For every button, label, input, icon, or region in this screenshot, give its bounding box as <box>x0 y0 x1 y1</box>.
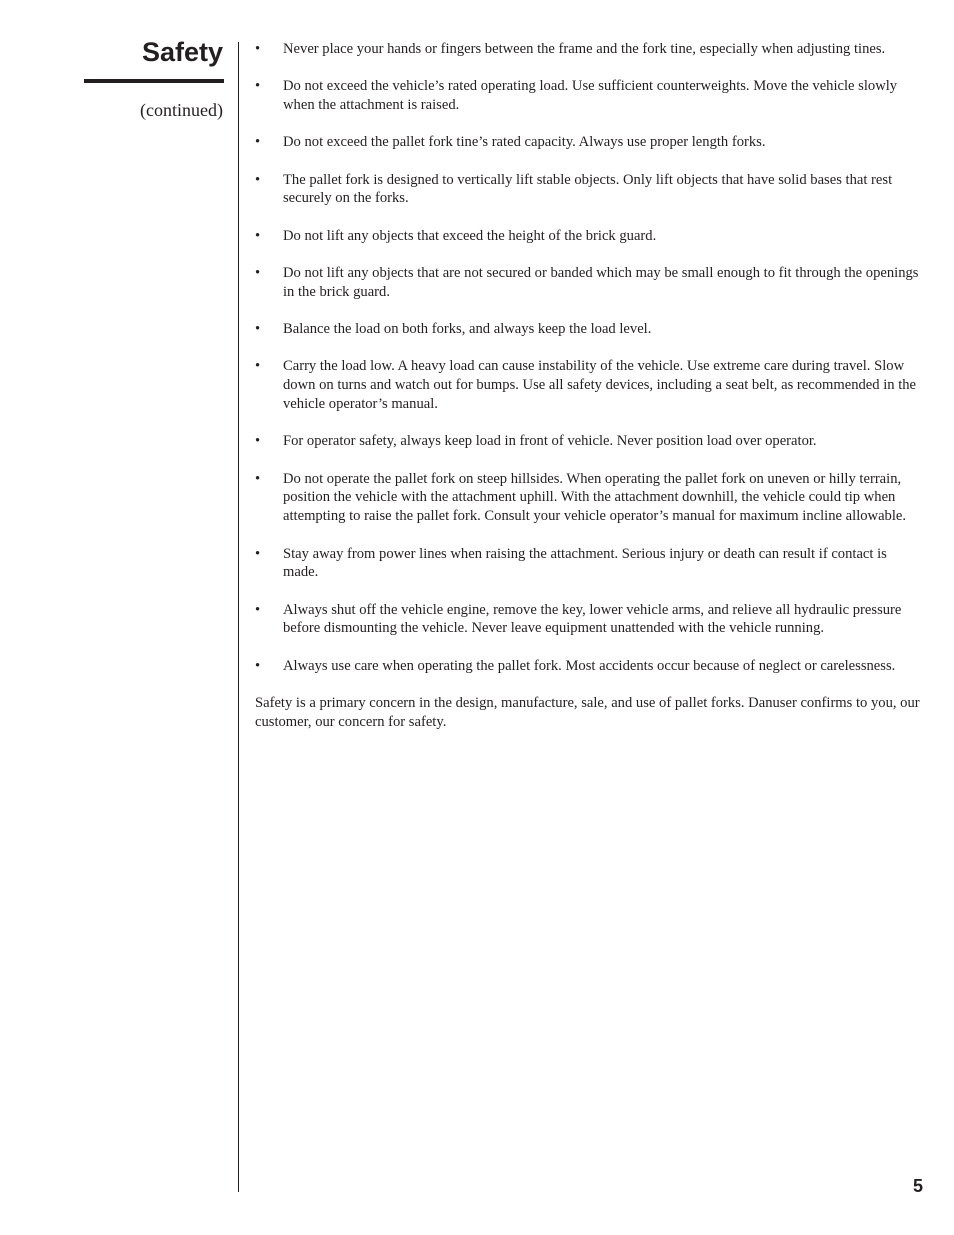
closing-paragraph: Safety is a primary concern in the design, manufacture, sale, and use of pallet forks. Danuser confirms to you, our customer, our concern for safety. <box>255 695 920 730</box>
bullet-text: Always use care when operating the pallet fork. Most accidents occur because of neglect or carelessness. <box>283 657 896 674</box>
safety-bullet-list <box>255 40 925 676</box>
bullet-item <box>255 171 925 209</box>
bullet-text: Carry the load low. A heavy load can cause instability of the vehicle. Use extreme care during travel. Slow down on turns and watch out for bumps. Use all safety devices, including a seat belt, as recommended in the vehicle operator’s manual. <box>283 358 917 413</box>
bullet-item <box>255 320 925 339</box>
bullet-icon: • <box>255 433 261 450</box>
bullet-text: Never place your hands or fingers between the frame and the fork tine, especially when adjusting tines. <box>283 41 886 57</box>
section-subtitle: (continued) <box>140 100 223 120</box>
bullet-text: Do not operate the pallet fork on steep hillsides. When operating the pallet fork on uneven or hilly terrain, position the vehicle with the attachment uphill. With the attachment downhill, the vehicle could tip when attempting to raise the pallet fork. Consult your vehicle operator’s manual for maximum incline allowable. <box>283 470 907 525</box>
section-title: Safety <box>141 37 223 67</box>
bullet-item <box>255 545 925 583</box>
bullet-item <box>255 40 925 59</box>
bullet-icon: • <box>255 41 261 57</box>
title-underline <box>84 79 224 83</box>
bullet-icon: • <box>255 358 261 375</box>
page-number: 5 <box>912 1176 923 1196</box>
bullet-text: Always shut off the vehicle engine, remove the key, lower vehicle arms, and relieve all hydraulic pressure before dismounting the vehicle. Never leave equipment unattended with the vehicle running. <box>283 601 902 637</box>
bullet-text: Do not exceed the vehicle’s rated operating load. Use sufficient counterweights. Move the vehicle slowly when the attachment is raised. <box>283 78 898 114</box>
bullet-icon: • <box>255 171 261 188</box>
column-divider <box>238 42 239 1192</box>
main-content <box>255 40 925 732</box>
bullet-icon: • <box>255 134 261 151</box>
bullet-icon: • <box>255 545 261 562</box>
bullet-icon: • <box>255 227 261 244</box>
bullet-text: Stay away from power lines when raising the attachment. Serious injury or death can result if contact is made. <box>283 545 887 581</box>
bullet-item <box>255 357 925 413</box>
bullet-text: Do not exceed the pallet fork tine’s rated capacity. Always use proper length forks. <box>283 134 766 151</box>
bullet-text: Do not lift any objects that exceed the height of the brick guard. <box>283 227 657 244</box>
bullet-item <box>255 133 925 152</box>
bullet-item <box>255 470 925 526</box>
bullet-item <box>255 432 925 451</box>
bullet-item <box>255 657 925 676</box>
bullet-text: Balance the load on both forks, and always keep the load level. <box>283 321 652 338</box>
bullet-icon: • <box>255 657 261 674</box>
bullet-icon: • <box>255 265 261 282</box>
bullet-icon: • <box>255 601 261 618</box>
bullet-icon: • <box>255 321 261 338</box>
bullet-item <box>255 264 925 302</box>
bullet-text: Do not lift any objects that are not secured or banded which may be small enough to fit through the openings in the brick guard. <box>283 265 919 300</box>
bullet-text: For operator safety, always keep load in front of vehicle. Never position load over operator. <box>283 433 817 450</box>
bullet-item <box>255 227 925 246</box>
bullet-icon: • <box>255 470 261 487</box>
bullet-icon: • <box>255 78 261 95</box>
bullet-item <box>255 601 925 639</box>
bullet-item <box>255 77 925 115</box>
bullet-text: The pallet fork is designed to vertically lift stable objects. Only lift objects that have solid bases that rest securely on the forks. <box>283 171 893 207</box>
